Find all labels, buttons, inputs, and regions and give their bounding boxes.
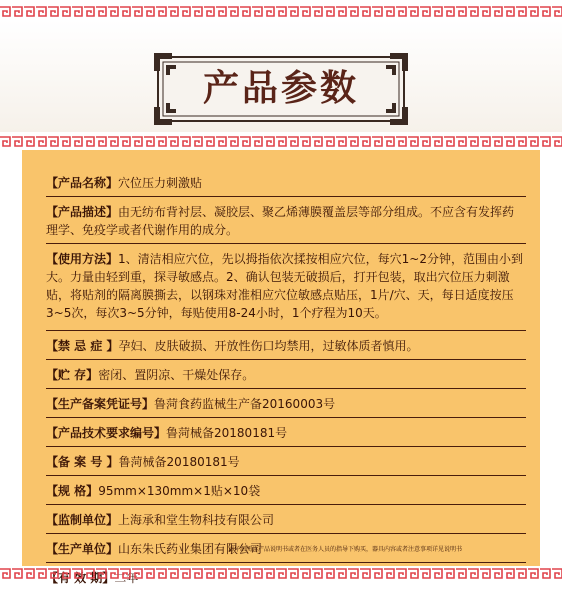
fret-motif <box>492 7 502 16</box>
fret-motif <box>72 569 82 578</box>
parameter-row <box>46 509 526 534</box>
fret-motif <box>360 7 370 16</box>
bottom-fret-border <box>0 568 562 580</box>
fret-motif <box>132 137 142 146</box>
fret-motif <box>0 569 10 578</box>
fret-motif <box>24 137 34 146</box>
parameter-row <box>46 201 526 244</box>
fret-motif <box>348 569 358 578</box>
fret-motif <box>204 569 214 578</box>
parameter-row <box>46 393 526 418</box>
fret-motif <box>276 137 286 146</box>
fret-motif <box>36 569 46 578</box>
fret-motif <box>552 137 562 146</box>
fret-motif <box>228 137 238 146</box>
fret-motif <box>96 7 106 16</box>
fret-motif <box>120 7 130 16</box>
fret-motif <box>96 569 106 578</box>
fret-motif <box>48 7 58 16</box>
parameter-label: 【产品技术要求编号】 <box>46 426 167 440</box>
parameter-value: 由无纺布背衬层、凝胶层、聚乙烯薄膜覆盖层等部分组成。不应含有发挥药理学、免疫学或者代谢作用的成分。 <box>46 205 515 237</box>
fret-motif <box>504 137 514 146</box>
parameter-value: 山东朱氏药业集团有限公司 <box>118 542 263 556</box>
fret-motif <box>192 7 202 16</box>
fret-motif <box>60 7 70 16</box>
fret-motif <box>528 569 538 578</box>
fret-motif <box>552 7 562 16</box>
fret-motif <box>60 137 70 146</box>
fret-motif <box>432 7 442 16</box>
fret-motif <box>252 7 262 16</box>
footer-note: 请仔细阅读产品说明书或者在医务人员的指导下购买，器具内容或者注意事项详见说明书 <box>228 546 463 553</box>
fret-motif <box>396 7 406 16</box>
fret-motif <box>336 7 346 16</box>
fret-motif <box>480 137 490 146</box>
fret-motif <box>204 7 214 16</box>
fret-motif <box>216 137 226 146</box>
fret-motif <box>36 137 46 146</box>
fret-motif <box>528 137 538 146</box>
fret-motif <box>192 137 202 146</box>
parameter-row <box>46 335 526 360</box>
fret-motif <box>384 7 394 16</box>
fret-motif <box>372 137 382 146</box>
fret-motif <box>216 7 226 16</box>
fret-motif <box>408 7 418 16</box>
fret-motif <box>384 137 394 146</box>
fret-motif <box>468 137 478 146</box>
fret-motif <box>540 7 550 16</box>
fret-motif <box>480 569 490 578</box>
fret-motif <box>120 137 130 146</box>
fret-motif <box>552 569 562 578</box>
fret-motif <box>48 137 58 146</box>
fret-motif <box>144 137 154 146</box>
fret-motif <box>408 569 418 578</box>
fret-motif <box>144 569 154 578</box>
parameter-row <box>46 364 526 389</box>
fret-motif <box>432 137 442 146</box>
fret-motif <box>216 569 226 578</box>
fret-motif <box>360 569 370 578</box>
fret-motif <box>180 137 190 146</box>
fret-motif <box>420 569 430 578</box>
parameter-label: 【规 格】 <box>46 484 99 498</box>
parameter-row <box>46 422 526 447</box>
fret-motif <box>312 137 322 146</box>
parameter-label: 【有 效 期】 <box>46 571 115 585</box>
parameter-label: 【生产备案凭证号】 <box>46 397 155 411</box>
fret-motif <box>36 7 46 16</box>
fret-motif <box>516 7 526 16</box>
parameter-label: 【使用方法】 <box>46 252 119 266</box>
fret-motif <box>276 569 286 578</box>
fret-motif <box>348 137 358 146</box>
fret-motif <box>156 7 166 16</box>
fret-motif <box>12 137 22 146</box>
fret-motif <box>252 137 262 146</box>
fret-motif <box>108 7 118 16</box>
top-fret-border <box>0 6 562 18</box>
fret-motif <box>312 569 322 578</box>
fret-motif <box>492 569 502 578</box>
parameter-label: 【贮 存】 <box>46 368 99 382</box>
fret-motif <box>288 7 298 16</box>
fret-motif <box>84 569 94 578</box>
fret-motif <box>300 569 310 578</box>
parameter-list <box>46 172 526 590</box>
parameter-row <box>46 480 526 505</box>
fret-motif <box>72 7 82 16</box>
fret-motif <box>540 137 550 146</box>
fret-motif <box>372 7 382 16</box>
fret-motif <box>180 569 190 578</box>
parameter-label: 【生产单位】 <box>46 542 119 556</box>
fret-motif <box>492 137 502 146</box>
fret-motif <box>180 7 190 16</box>
fret-motif <box>336 569 346 578</box>
fret-motif <box>84 7 94 16</box>
parameter-row <box>46 248 526 331</box>
fret-motif <box>300 7 310 16</box>
fret-motif <box>192 569 202 578</box>
fret-motif <box>132 569 142 578</box>
fret-motif <box>384 569 394 578</box>
fret-motif <box>444 7 454 16</box>
fret-motif <box>468 7 478 16</box>
fret-motif <box>324 137 334 146</box>
title-frame <box>154 53 408 125</box>
parameter-value: 孕妇、皮肤破损、开放性伤口均禁用，过敏体质者慎用。 <box>118 339 419 353</box>
fret-motif <box>168 7 178 16</box>
fret-motif <box>0 137 10 146</box>
fret-motif <box>264 569 274 578</box>
fret-motif <box>468 569 478 578</box>
parameter-value: 鲁菏械备20180181号 <box>118 455 240 469</box>
fret-motif <box>264 137 274 146</box>
parameter-value: 穴位压力刺激贴 <box>118 176 203 190</box>
fret-motif <box>240 137 250 146</box>
fret-motif <box>0 7 10 16</box>
fret-motif <box>540 569 550 578</box>
fret-motif <box>408 137 418 146</box>
fret-motif <box>312 7 322 16</box>
parameter-label: 【禁 忌 症 】 <box>46 339 119 353</box>
fret-motif <box>480 7 490 16</box>
fret-motif <box>288 137 298 146</box>
fret-motif <box>456 569 466 578</box>
fret-motif <box>132 7 142 16</box>
middle-fret-border <box>0 136 562 148</box>
fret-motif <box>204 137 214 146</box>
fret-motif <box>264 7 274 16</box>
fret-motif <box>504 569 514 578</box>
fret-motif <box>120 569 130 578</box>
fret-motif <box>504 7 514 16</box>
fret-motif <box>336 137 346 146</box>
parameter-value: 鲁菏械备20180181号 <box>166 426 288 440</box>
fret-motif <box>360 137 370 146</box>
fret-motif <box>24 7 34 16</box>
fret-motif <box>396 137 406 146</box>
parameter-label: 【备 案 号 】 <box>46 455 119 469</box>
fret-motif <box>372 569 382 578</box>
parameter-label: 【产品名称】 <box>46 176 119 190</box>
fret-motif <box>348 7 358 16</box>
page-title: 产品参数 <box>202 68 359 109</box>
fret-motif <box>48 569 58 578</box>
fret-motif <box>516 569 526 578</box>
fret-motif <box>84 137 94 146</box>
fret-motif <box>420 137 430 146</box>
fret-motif <box>324 7 334 16</box>
fret-motif <box>444 569 454 578</box>
fret-motif <box>528 7 538 16</box>
fret-motif <box>444 137 454 146</box>
fret-motif <box>156 137 166 146</box>
parameter-value: 1、清洁相应穴位，先以拇指依次揉按相应穴位，每穴1~2分钟，范围由小到大。力量由轻到重，探寻敏感点。2、确认包装无破损后，打开包装，取出穴位压力刺激贴，将贴剂的隔离膜撕去，以钢珠对准相应穴位敏感点贴压，1片/穴、天，每日适度按压3~5次，每次3~5分钟，每贴使用8-24小时，1个疗程为10天。 <box>46 252 523 320</box>
parameter-row <box>46 451 526 476</box>
fret-motif <box>288 569 298 578</box>
fret-motif <box>456 7 466 16</box>
fret-motif <box>432 569 442 578</box>
fret-motif <box>156 569 166 578</box>
fret-motif <box>396 569 406 578</box>
fret-motif <box>108 569 118 578</box>
fret-motif <box>168 569 178 578</box>
parameter-value: 密闭、置阴凉、干燥处保存。 <box>98 368 255 382</box>
fret-motif <box>276 7 286 16</box>
fret-motif <box>24 569 34 578</box>
fret-motif <box>144 7 154 16</box>
parameter-value: 95mm×130mm×1贴×10袋 <box>98 484 261 498</box>
fret-motif <box>324 569 334 578</box>
fret-motif <box>240 7 250 16</box>
parameter-value: 上海承和堂生物科技有限公司 <box>118 513 275 527</box>
fret-motif <box>96 137 106 146</box>
fret-motif <box>456 137 466 146</box>
fret-motif <box>60 569 70 578</box>
fret-motif <box>240 569 250 578</box>
fret-motif <box>300 137 310 146</box>
fret-motif <box>12 569 22 578</box>
parameter-label: 【监制单位】 <box>46 513 119 527</box>
parameter-value: 二年 <box>114 571 139 585</box>
fret-motif <box>420 7 430 16</box>
fret-motif <box>228 569 238 578</box>
fret-motif <box>168 137 178 146</box>
parameter-row <box>46 172 526 197</box>
fret-motif <box>252 569 262 578</box>
fret-motif <box>228 7 238 16</box>
parameter-label: 【产品描述】 <box>46 205 119 219</box>
parameter-value: 鲁菏食药监械生产备20160003号 <box>154 397 336 411</box>
fret-motif <box>516 137 526 146</box>
fret-motif <box>72 137 82 146</box>
fret-motif <box>12 7 22 16</box>
fret-motif <box>108 137 118 146</box>
